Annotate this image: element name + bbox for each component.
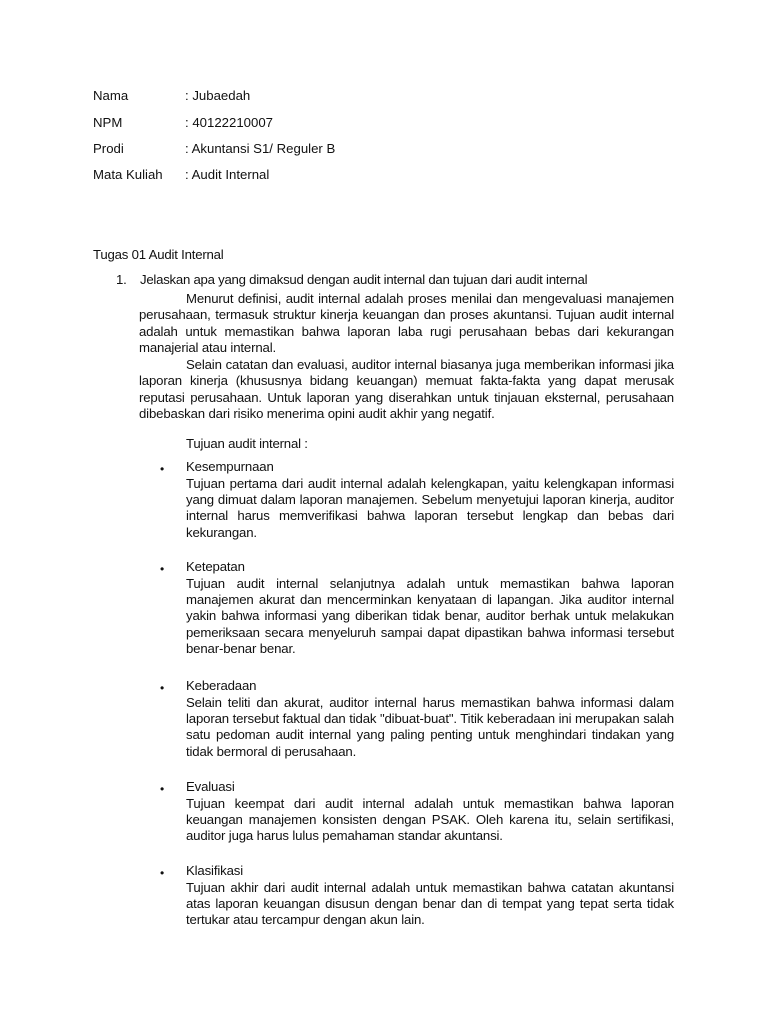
info-label: Nama (93, 88, 129, 103)
bullet-icon: • (160, 681, 165, 695)
goal-title: Keberadaan (186, 678, 257, 693)
goal-title: Klasifikasi (186, 863, 243, 878)
question-number: 1. (116, 272, 127, 287)
question-text: Jelaskan apa yang dimaksud dengan audit internal dan tujuan dari audit internal (140, 272, 588, 287)
info-value: : Audit Internal (185, 167, 270, 182)
info-row-mata-kuliah (93, 166, 269, 184)
info-row-prodi (93, 140, 335, 158)
info-label: Mata Kuliah (93, 167, 163, 182)
goal-title: Evaluasi (186, 779, 235, 794)
goal-title: Kesempurnaan (186, 459, 274, 474)
answer-paragraph-2 (139, 357, 674, 423)
paragraph-text: Menurut definisi, audit internal adalah proses menilai dan mengevaluasi manajemen perusahaan, termasuk struktur kinerja keuangan dan proses akuntansi. Tujuan audit internal adalah untuk memastikan bahwa laporan laba rugi perusahaan bebas dari kekurangan manajerial atau internal. (139, 291, 674, 356)
goal-text: Tujuan akhir dari audit internal adalah untuk memastikan bahwa catatan akuntansi atas laporan keuangan disusun dengan benar dan di tempat yang tepat serta tidak tertukar atau tercampur dengan akun lain. (186, 879, 674, 928)
answer-paragraph-1 (139, 291, 674, 357)
bullet-icon: • (160, 462, 165, 476)
bullet-icon: • (160, 782, 165, 796)
info-row-npm (93, 114, 273, 132)
bullet-icon: • (160, 562, 165, 576)
info-label: Prodi (93, 141, 124, 156)
goal-text: Tujuan audit internal selanjutnya adalah untuk memastikan bahwa laporan manajemen akurat dan mencerminkan kenyataan di lapangan. Jika auditor internal yakin bahwa informasi yang diberikan tidak benar, auditor berhak untuk melakukan pemeriksaan secara menyeluruh sampai dapat dipastikan bahwa informasi tersebut benar-benar benar. (186, 575, 674, 657)
info-value: : Akuntansi S1/ Reguler B (185, 141, 336, 156)
info-value: : Jubaedah (185, 88, 251, 103)
info-value: : 40122210007 (185, 115, 274, 130)
question (116, 272, 676, 287)
goal-text: Tujuan pertama dari audit internal adalah kelengkapan, yaitu kelengkapan informasi yang dimuat dalam laporan manajemen. Sebelum menyetujui laporan kinerja, auditor internal harus memverifikasi bahwa laporan tersebut lengkap dan bebas dari kekurangan. (186, 475, 674, 540)
info-label: NPM (93, 115, 123, 130)
goals-title: Tujuan audit internal : (186, 436, 308, 451)
assignment-title: Tugas 01 Audit Internal (93, 247, 224, 262)
goal-text: Selain teliti dan akurat, auditor internal harus memastikan bahwa informasi dalam laporan tersebut faktual dan tidak "dibuat-buat". Titik keberadaan ini merupakan salah satu pedoman audit internal yang paling penting untuk menghindari tindakan yang tidak bermoral di perusahaan. (186, 694, 674, 759)
goal-text: Tujuan keempat dari audit internal adalah untuk memastikan bahwa laporan keuangan manajemen konsisten dengan PSAK. Oleh karena itu, selain sertifikasi, auditor juga harus lulus pemahaman standar akuntansi. (186, 795, 674, 844)
info-row-nama (93, 87, 250, 105)
paragraph-text: Selain catatan dan evaluasi, auditor internal biasanya juga memberikan informasi jika laporan kinerja (khususnya bidang keuangan) memuat fakta-fakta yang dapat merusak reputasi perusahaan. Untuk laporan yang diserahkan untuk tinjauan eksternal, perusahaan dibebaskan dari risiko menerima opini audit akhir yang negatif. (139, 357, 674, 422)
bullet-icon: • (160, 866, 165, 880)
goal-title: Ketepatan (186, 559, 245, 574)
